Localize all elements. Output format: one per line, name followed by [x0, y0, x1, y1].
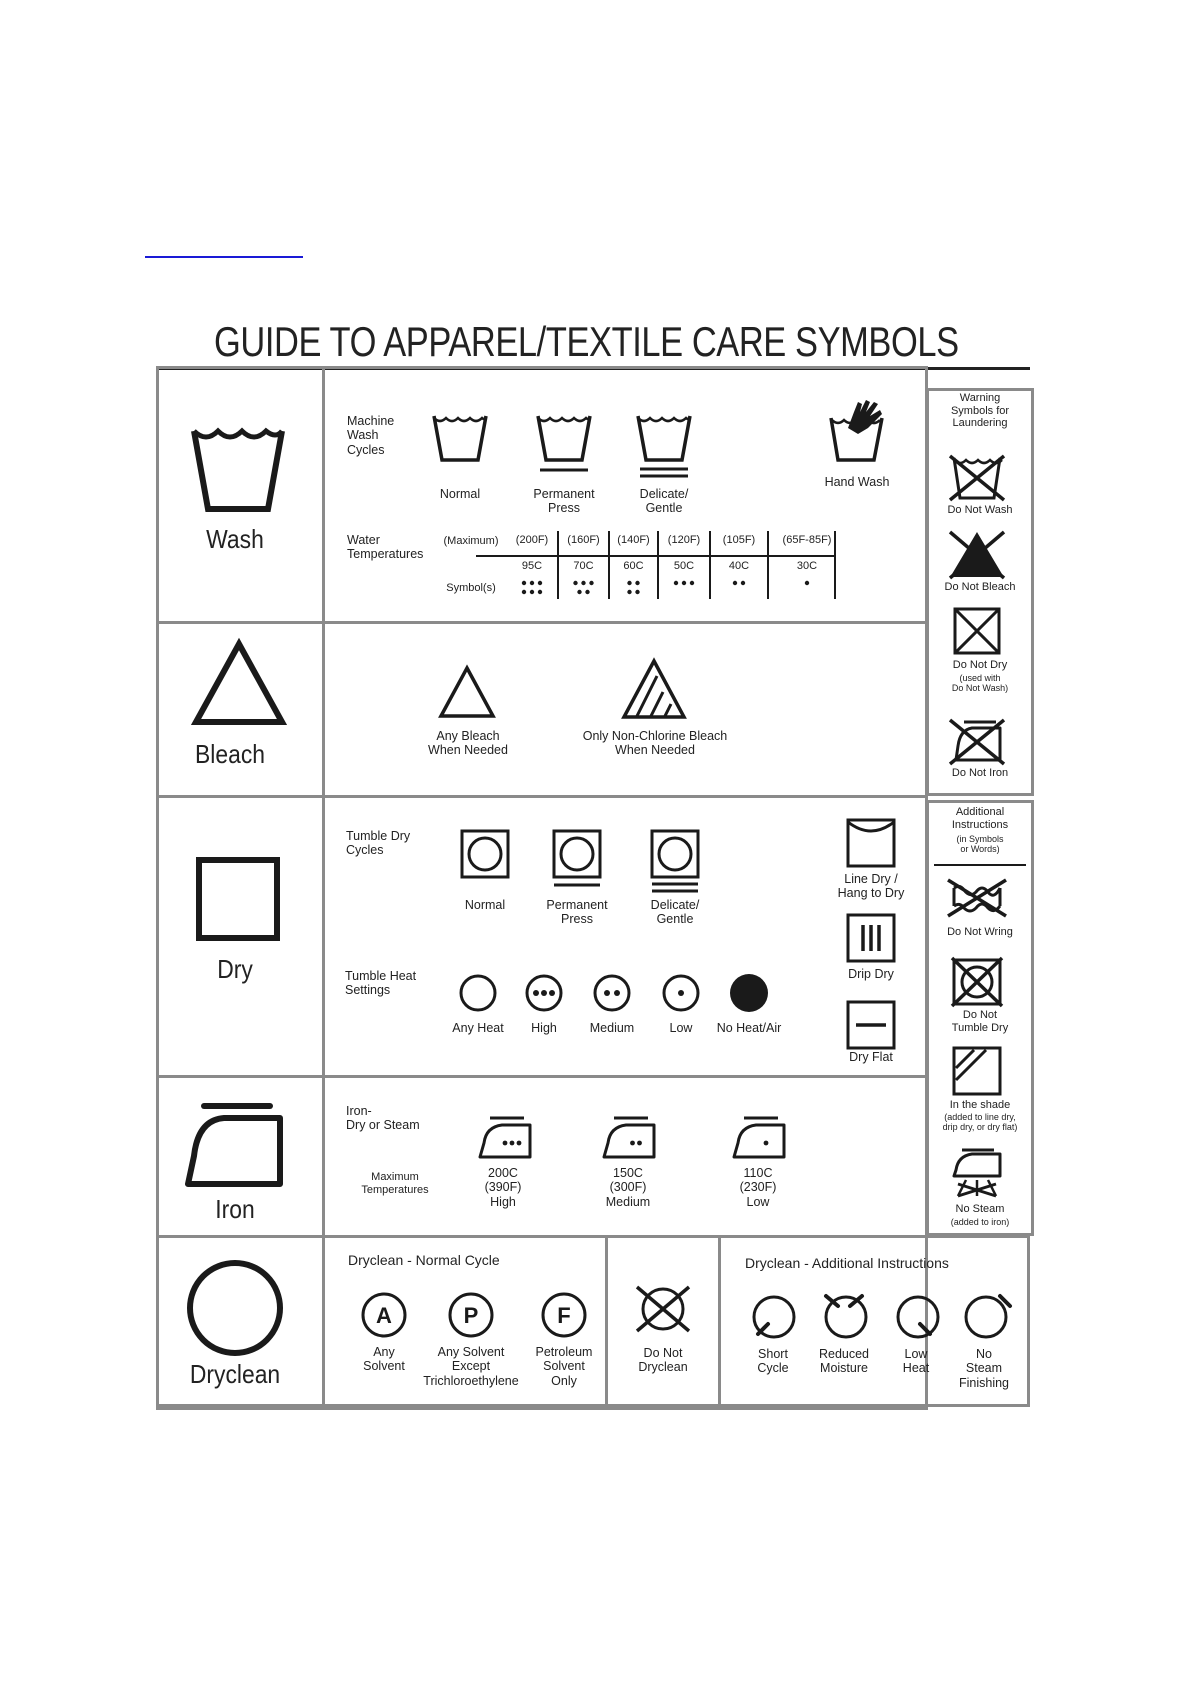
heat-label: Any Heat [452, 1021, 504, 1035]
do-not-tumble-dry-icon [948, 956, 1006, 1008]
heat-high-icon [524, 973, 564, 1013]
iron-label: Iron- Dry or Steam [346, 1104, 420, 1133]
line-dry-icon [846, 818, 896, 868]
do-not-dryclean-icon [633, 1281, 693, 1337]
iron-setting-label: 200C (390F) High [484, 1166, 522, 1209]
dryclean-letter-icon [540, 1291, 588, 1339]
machine-wash-label: Machine Wash Cycles [347, 414, 395, 457]
do-not-wash-icon [946, 452, 1008, 504]
category-iron: Iron [215, 1194, 255, 1224]
dryclean-letter-icon [447, 1291, 495, 1339]
dryclean-additional-label: Low Heat [902, 1347, 930, 1376]
bleach-label: Any Bleach When Needed [428, 729, 508, 758]
tumble-normal-icon [460, 829, 510, 879]
temp-celsius: 60C [623, 560, 644, 572]
symbols-label: Symbol(s) [446, 582, 496, 594]
tumble-delicate-icon [650, 829, 700, 895]
wash-normal-icon [432, 412, 488, 464]
temp-dots [558, 578, 609, 600]
row-divider [156, 621, 928, 624]
temp-fahrenheit: (120F) [667, 534, 701, 546]
temp-fahrenheit: (160F) [567, 534, 600, 546]
shade-note: (added to line dry, drip dry, or dry flat) [942, 1112, 1018, 1133]
iron-max-label: Maximum Temperatures [361, 1171, 429, 1196]
do-not-dryclean-label: Do Not Dryclean [638, 1346, 688, 1375]
warning-note: (used with Do Not Wash) [951, 673, 1009, 694]
do-not-iron-icon [946, 716, 1008, 766]
row-divider [156, 795, 928, 798]
additional-header-note: (in Symbols or Words) [956, 834, 1004, 855]
maximum-label: (Maximum) [443, 535, 499, 547]
warning-label: Do Not Dry [952, 659, 1008, 671]
hyperlink-underline[interactable] [145, 256, 303, 258]
wash-cycle-label: Normal [439, 487, 481, 501]
water-temperatures-label: Water Temperatures [347, 533, 424, 562]
warning-label: Do Not Wash [947, 504, 1013, 516]
temp-fahrenheit: (105F) [722, 534, 756, 546]
row-divider [156, 1075, 928, 1078]
temp-dots [609, 578, 658, 600]
svg-text:F: F [557, 1303, 571, 1328]
temp-fahrenheit: (140F) [617, 534, 650, 546]
non-chlorine-bleach-icon [621, 658, 687, 720]
heat-medium-icon [592, 973, 632, 1013]
hand-wash-label: Hand Wash [824, 475, 890, 489]
dryclean-letter-icon [360, 1291, 408, 1339]
temp-celsius: 95C [521, 560, 543, 572]
steam-note: (added to iron) [950, 1217, 1010, 1227]
bleach-label: Only Non-Chlorine Bleach When Needed [582, 729, 728, 758]
temp-fahrenheit: (65F-85F) [782, 534, 832, 546]
heat-label: Medium [589, 1021, 635, 1035]
warning-label: Do Not Iron [951, 767, 1009, 779]
dryclean-additional-icon [820, 1290, 874, 1342]
svg-text:A: A [376, 1303, 392, 1328]
temp-dots [658, 578, 710, 600]
wash-cycle-label: Delicate/ Gentle [639, 487, 689, 516]
in-the-shade-icon [952, 1046, 1002, 1096]
iron-setting-icon [476, 1113, 534, 1161]
temp-column-divider [834, 531, 836, 599]
category-bleach: Bleach [195, 739, 265, 769]
wash-delicate-icon [636, 412, 692, 482]
iron-setting-icon [730, 1113, 788, 1161]
warning-label: Do Not Bleach [944, 581, 1016, 593]
tumble-dry-label: Tumble Dry Cycles [346, 829, 411, 858]
category-wash: Wash [206, 524, 264, 554]
heat-label: Low [669, 1021, 693, 1035]
wash-permanent-press-icon [536, 412, 592, 476]
temp-dots [506, 578, 558, 600]
do-not-dry-icon [952, 606, 1002, 656]
dryclean-additional-icon [892, 1290, 946, 1342]
wash-tub-icon [190, 425, 286, 515]
temp-table-rule [476, 555, 834, 557]
drip-dry-label: Drip Dry [848, 967, 894, 981]
additional-label: No Steam [955, 1203, 1005, 1215]
dryclean-label: Petroleum Solvent Only [535, 1345, 593, 1388]
iron-setting-icon [600, 1113, 658, 1161]
temp-celsius: 70C [573, 560, 594, 572]
heat-any-icon [458, 973, 498, 1013]
temp-celsius: 30C [796, 560, 818, 572]
temp-fahrenheit: (200F) [515, 534, 549, 546]
do-not-wring-icon [944, 876, 1010, 920]
dryclean-divider [605, 1235, 608, 1407]
wash-cycle-label: Permanent Press [533, 487, 595, 516]
additional-header: Additional Instructions [951, 806, 1009, 831]
heat-low-icon [661, 973, 701, 1013]
circle-icon [185, 1258, 285, 1358]
dryclean-additional-label: Short Cycle [757, 1347, 789, 1376]
svg-text:P: P [463, 1303, 479, 1328]
category-dryclean: Dryclean [189, 1359, 281, 1389]
triangle-icon [192, 640, 286, 726]
additional-header-rule [934, 864, 1026, 866]
heat-label: High [531, 1021, 557, 1035]
dryclean-additional-label: No Steam Finishing [958, 1347, 1010, 1390]
dryclean-divider [718, 1235, 721, 1407]
any-bleach-icon [438, 665, 496, 719]
dry-flat-label: Dry Flat [849, 1050, 893, 1064]
temp-dots [710, 578, 768, 600]
iron-setting-label: 150C (300F) Medium [605, 1166, 651, 1209]
temp-celsius: 40C [728, 560, 750, 572]
dryclean-additional-header: Dryclean - Additional Instructions [745, 1255, 949, 1271]
additional-label: In the shade [949, 1099, 1011, 1111]
tumble-cycle-label: Delicate/ Gentle [650, 898, 700, 927]
iron-icon [184, 1100, 286, 1190]
category-dry: Dry [217, 954, 253, 984]
hand-wash-icon [828, 398, 886, 464]
dryclean-label: Any Solvent Except Trichloroethylene [423, 1345, 519, 1388]
iron-setting-label: 110C (230F) Low [739, 1166, 777, 1209]
dryclean-additional-label: Reduced Moisture [818, 1347, 870, 1376]
additional-label: Do Not Wring [947, 926, 1013, 938]
drip-dry-icon [846, 913, 896, 963]
tumble-cycle-label: Permanent Press [546, 898, 608, 927]
dryclean-normal-header: Dryclean - Normal Cycle [348, 1252, 500, 1268]
tumble-permanent-press-icon [552, 829, 602, 889]
warning-header: Warning Symbols for Laundering [950, 392, 1010, 430]
line-dry-label: Line Dry / Hang to Dry [837, 872, 905, 901]
page-title: GUIDE TO APPAREL/TEXTILE CARE SYMBOLS [214, 318, 959, 365]
additional-label: Do Not Tumble Dry [951, 1009, 1009, 1034]
square-icon [196, 857, 280, 941]
tumble-heat-label: Tumble Heat Settings [345, 969, 417, 998]
heat-label: No Heat/Air [716, 1021, 782, 1035]
dryclean-additional-icon [748, 1290, 802, 1342]
tumble-cycle-label: Normal [464, 898, 506, 912]
dryclean-label: Any Solvent [363, 1345, 405, 1374]
heat-none-icon [729, 973, 769, 1013]
dry-flat-icon [846, 1000, 896, 1050]
dryclean-additional-icon [960, 1290, 1014, 1342]
no-steam-icon [948, 1148, 1006, 1202]
do-not-bleach-icon [946, 528, 1008, 580]
temp-celsius: 50C [673, 560, 695, 572]
